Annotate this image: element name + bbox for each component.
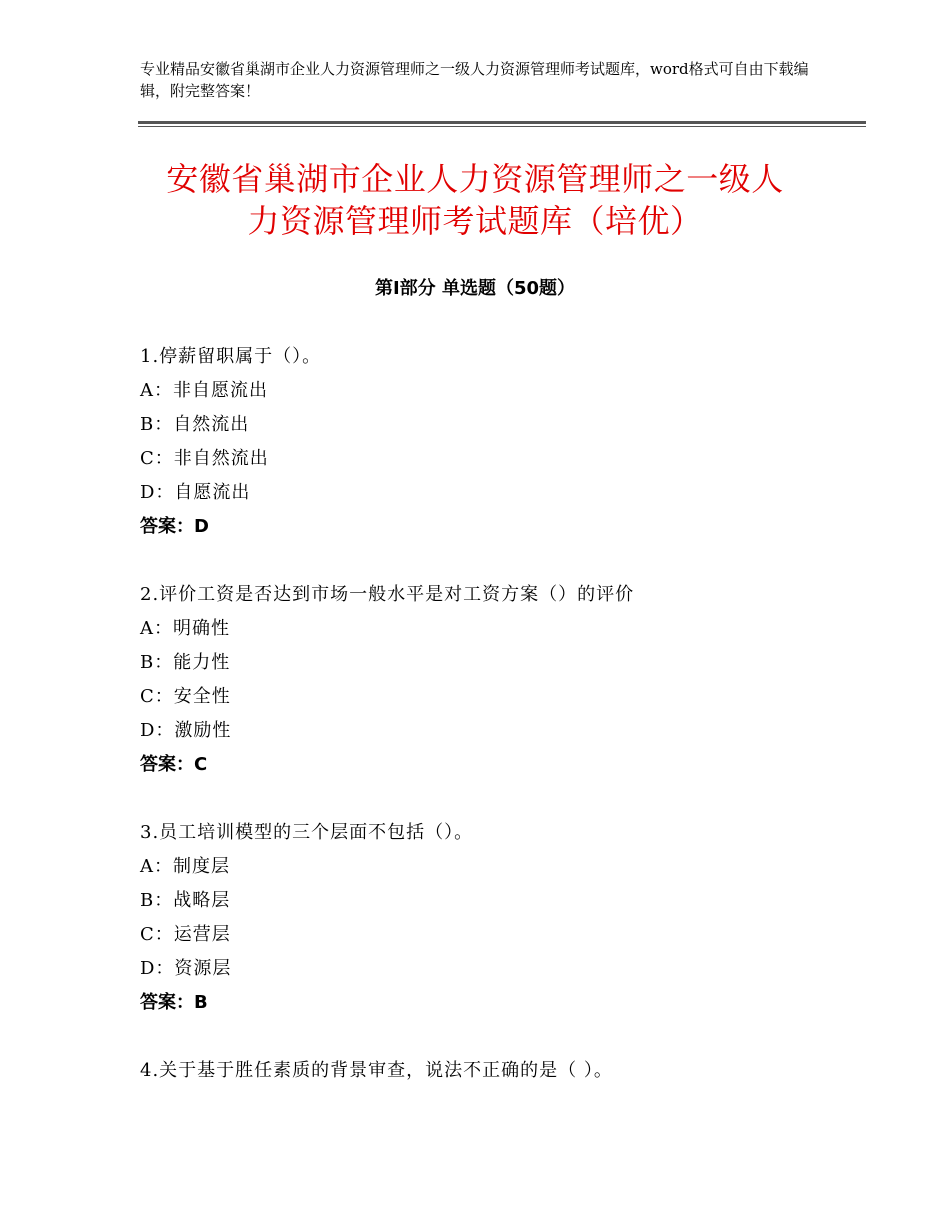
- question-1: [140, 340, 880, 544]
- option-a: A：制度层: [140, 856, 230, 877]
- option-b: B：能力性: [140, 652, 231, 673]
- option-c: C：安全性: [140, 686, 231, 707]
- document-title-line-2: 力资源管理师考试题库（培优）: [247, 202, 703, 240]
- answer: 答案：D: [140, 516, 209, 537]
- option-a: A：明确性: [140, 618, 230, 639]
- option-d: D：资源层: [140, 958, 232, 979]
- header-rule-thin: [138, 126, 866, 127]
- document-title: [100, 158, 850, 242]
- section-title: 第Ⅰ部分 单选题（50题）: [374, 278, 575, 299]
- header-rule-thick: [138, 121, 866, 124]
- document-title-line-1: 安徽省巢湖市企业人力资源管理师之一级人: [166, 160, 784, 198]
- option-b: B：战略层: [140, 890, 231, 911]
- question-4: [140, 1054, 880, 1088]
- answer: 答案：C: [140, 754, 208, 775]
- option-d: D：自愿流出: [140, 482, 251, 503]
- question-text: 4.关于基于胜任素质的背景审查，说法不正确的是（ ）。: [140, 1060, 613, 1081]
- question-text: 1.停薪留职属于（）。: [140, 346, 322, 367]
- option-b: B：自然流出: [140, 414, 250, 435]
- option-c: C：运营层: [140, 924, 231, 945]
- question-text: 3.员工培训模型的三个层面不包括（）。: [140, 822, 474, 843]
- answer: 答案：B: [140, 992, 208, 1013]
- question-2: [140, 578, 880, 782]
- header-note: 专业精品安徽省巢湖市企业人力资源管理师之一级人力资源管理师考试题库，word格式可自由下载编辑，附完整答案！: [140, 60, 809, 100]
- question-3: [140, 816, 880, 1020]
- question-text: 2.评价工资是否达到市场一般水平是对工资方案（）的评价: [140, 584, 635, 605]
- question-list: [140, 340, 880, 1122]
- option-a: A：非自愿流出: [140, 380, 268, 401]
- option-d: D：激励性: [140, 720, 232, 741]
- option-c: C：非自然流出: [140, 448, 269, 469]
